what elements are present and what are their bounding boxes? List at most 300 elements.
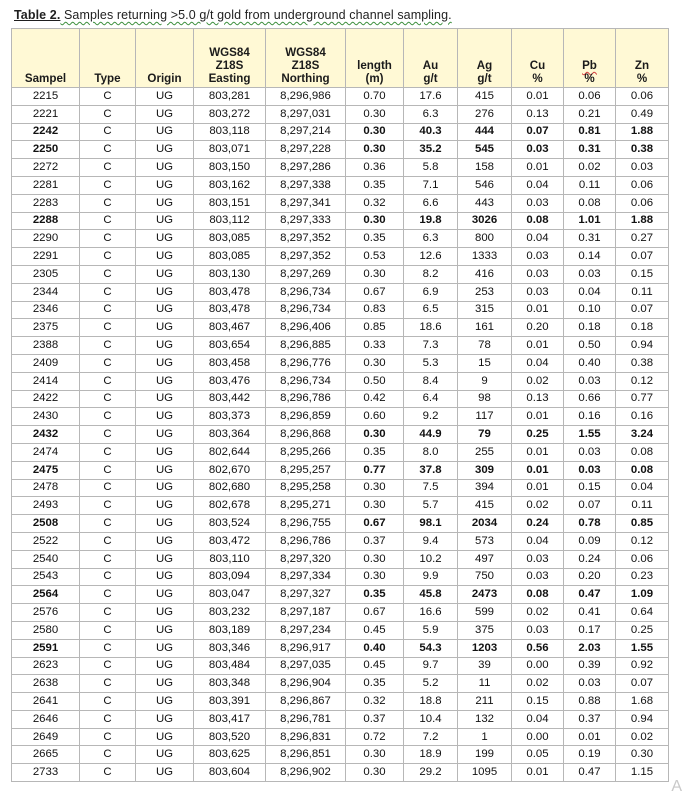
cell-cu: 0.02 bbox=[512, 372, 564, 390]
cell-pb: 0.24 bbox=[564, 550, 616, 568]
cell-cu: 0.07 bbox=[512, 123, 564, 141]
cell-au: 5.8 bbox=[404, 159, 458, 177]
cell-ag: 276 bbox=[458, 105, 512, 123]
cell-easting: 803,391 bbox=[194, 693, 266, 711]
cell-sample: 2430 bbox=[12, 408, 80, 426]
cell-origin: UG bbox=[136, 408, 194, 426]
cell-type: C bbox=[80, 532, 136, 550]
cell-zn: 0.23 bbox=[616, 568, 669, 586]
cell-easting: 803,151 bbox=[194, 194, 266, 212]
cell-zn: 0.02 bbox=[616, 728, 669, 746]
cell-pb: 0.06 bbox=[564, 88, 616, 106]
cell-pb: 2.03 bbox=[564, 639, 616, 657]
cell-zn: 1.88 bbox=[616, 212, 669, 230]
cell-pb: 0.50 bbox=[564, 337, 616, 355]
header-row bbox=[12, 29, 669, 88]
cell-origin: UG bbox=[136, 461, 194, 479]
table-row bbox=[12, 105, 669, 123]
cell-ag: 1203 bbox=[458, 639, 512, 657]
cell-origin: UG bbox=[136, 194, 194, 212]
cell-length: 0.30 bbox=[346, 141, 404, 159]
cell-zn: 1.55 bbox=[616, 639, 669, 657]
cell-sample: 2215 bbox=[12, 88, 80, 106]
cell-sample: 2641 bbox=[12, 693, 80, 711]
cell-length: 0.32 bbox=[346, 693, 404, 711]
cell-cu: 0.04 bbox=[512, 230, 564, 248]
cell-cu: 0.01 bbox=[512, 88, 564, 106]
cell-origin: UG bbox=[136, 497, 194, 515]
cell-northing: 8,296,734 bbox=[266, 301, 346, 319]
cell-sample: 2475 bbox=[12, 461, 80, 479]
cell-pb: 0.18 bbox=[564, 319, 616, 337]
cell-zn: 0.12 bbox=[616, 372, 669, 390]
cell-au: 7.1 bbox=[404, 176, 458, 194]
cell-ag: 394 bbox=[458, 479, 512, 497]
cell-easting: 803,130 bbox=[194, 265, 266, 283]
cell-type: C bbox=[80, 337, 136, 355]
cell-cu: 0.01 bbox=[512, 408, 564, 426]
cell-zn: 0.06 bbox=[616, 176, 669, 194]
cell-sample: 2346 bbox=[12, 301, 80, 319]
cell-northing: 8,296,734 bbox=[266, 372, 346, 390]
cell-ag: 11 bbox=[458, 675, 512, 693]
cell-cu: 0.25 bbox=[512, 426, 564, 444]
cell-easting: 802,678 bbox=[194, 497, 266, 515]
cell-ag: 1333 bbox=[458, 248, 512, 266]
cell-sample: 2283 bbox=[12, 194, 80, 212]
cell-zn: 0.27 bbox=[616, 230, 669, 248]
cell-sample: 2623 bbox=[12, 657, 80, 675]
cell-pb: 0.03 bbox=[564, 372, 616, 390]
cell-length: 0.30 bbox=[346, 426, 404, 444]
cell-easting: 802,644 bbox=[194, 443, 266, 461]
cell-length: 0.35 bbox=[346, 230, 404, 248]
table-row bbox=[12, 693, 669, 711]
table-row bbox=[12, 88, 669, 106]
cell-origin: UG bbox=[136, 764, 194, 782]
cell-origin: UG bbox=[136, 354, 194, 372]
col-header-au: Au g/t bbox=[404, 29, 458, 88]
cell-cu: 0.04 bbox=[512, 354, 564, 372]
cell-easting: 803,071 bbox=[194, 141, 266, 159]
cell-origin: UG bbox=[136, 372, 194, 390]
cell-pb: 0.03 bbox=[564, 443, 616, 461]
cell-ag: 2034 bbox=[458, 515, 512, 533]
cell-length: 0.70 bbox=[346, 88, 404, 106]
cell-zn: 0.11 bbox=[616, 283, 669, 301]
cell-length: 0.36 bbox=[346, 159, 404, 177]
cell-type: C bbox=[80, 354, 136, 372]
cell-zn: 0.16 bbox=[616, 408, 669, 426]
cell-cu: 0.01 bbox=[512, 479, 564, 497]
table-row bbox=[12, 515, 669, 533]
cell-pb: 0.19 bbox=[564, 746, 616, 764]
cell-sample: 2221 bbox=[12, 105, 80, 123]
cell-type: C bbox=[80, 283, 136, 301]
cell-northing: 8,296,917 bbox=[266, 639, 346, 657]
cell-zn: 0.94 bbox=[616, 710, 669, 728]
cell-sample: 2591 bbox=[12, 639, 80, 657]
cell-pb: 1.01 bbox=[564, 212, 616, 230]
cell-pb: 0.31 bbox=[564, 141, 616, 159]
table-row bbox=[12, 141, 669, 159]
cell-easting: 803,478 bbox=[194, 283, 266, 301]
table-row bbox=[12, 265, 669, 283]
cell-cu: 0.20 bbox=[512, 319, 564, 337]
cell-origin: UG bbox=[136, 479, 194, 497]
cell-sample: 2290 bbox=[12, 230, 80, 248]
cell-au: 17.6 bbox=[404, 88, 458, 106]
table-row bbox=[12, 710, 669, 728]
cell-origin: UG bbox=[136, 176, 194, 194]
cell-pb: 0.81 bbox=[564, 123, 616, 141]
cell-easting: 803,373 bbox=[194, 408, 266, 426]
cell-type: C bbox=[80, 621, 136, 639]
cell-zn: 0.15 bbox=[616, 265, 669, 283]
col-header-easting: WGS84 Z18S Easting bbox=[194, 29, 266, 88]
cell-northing: 8,296,755 bbox=[266, 515, 346, 533]
cell-ag: 315 bbox=[458, 301, 512, 319]
cell-easting: 803,272 bbox=[194, 105, 266, 123]
cell-easting: 803,520 bbox=[194, 728, 266, 746]
cell-sample: 2576 bbox=[12, 604, 80, 622]
cell-au: 45.8 bbox=[404, 586, 458, 604]
cell-easting: 803,047 bbox=[194, 586, 266, 604]
cell-cu: 0.03 bbox=[512, 248, 564, 266]
cell-ag: 158 bbox=[458, 159, 512, 177]
cell-sample: 2272 bbox=[12, 159, 80, 177]
cell-zn: 0.07 bbox=[616, 675, 669, 693]
cell-type: C bbox=[80, 319, 136, 337]
cell-length: 0.72 bbox=[346, 728, 404, 746]
cell-origin: UG bbox=[136, 657, 194, 675]
cell-type: C bbox=[80, 675, 136, 693]
cell-length: 0.60 bbox=[346, 408, 404, 426]
cell-sample: 2478 bbox=[12, 479, 80, 497]
table-row bbox=[12, 194, 669, 212]
cell-ag: 309 bbox=[458, 461, 512, 479]
table-row bbox=[12, 497, 669, 515]
cell-zn: 3.24 bbox=[616, 426, 669, 444]
cell-cu: 0.01 bbox=[512, 159, 564, 177]
cell-length: 0.40 bbox=[346, 639, 404, 657]
cell-ag: 98 bbox=[458, 390, 512, 408]
cell-northing: 8,297,327 bbox=[266, 586, 346, 604]
cell-origin: UG bbox=[136, 123, 194, 141]
cell-cu: 0.13 bbox=[512, 390, 564, 408]
cell-length: 0.83 bbox=[346, 301, 404, 319]
cell-sample: 2281 bbox=[12, 176, 80, 194]
cell-northing: 8,297,352 bbox=[266, 248, 346, 266]
cell-type: C bbox=[80, 497, 136, 515]
cell-length: 0.42 bbox=[346, 390, 404, 408]
cell-origin: UG bbox=[136, 265, 194, 283]
cell-ag: 546 bbox=[458, 176, 512, 194]
cell-zn: 0.11 bbox=[616, 497, 669, 515]
cell-sample: 2646 bbox=[12, 710, 80, 728]
table-row bbox=[12, 354, 669, 372]
cell-ag: 599 bbox=[458, 604, 512, 622]
cell-zn: 0.07 bbox=[616, 248, 669, 266]
cell-au: 6.4 bbox=[404, 390, 458, 408]
cell-cu: 0.03 bbox=[512, 568, 564, 586]
table-row bbox=[12, 550, 669, 568]
cell-cu: 0.01 bbox=[512, 443, 564, 461]
cell-length: 0.30 bbox=[346, 568, 404, 586]
cell-origin: UG bbox=[136, 515, 194, 533]
cell-au: 7.3 bbox=[404, 337, 458, 355]
cell-easting: 802,680 bbox=[194, 479, 266, 497]
caption-text: Samples returning >5.0 g/t gold from underground channel sampling. bbox=[60, 8, 452, 22]
cell-au: 6.3 bbox=[404, 230, 458, 248]
cell-easting: 803,232 bbox=[194, 604, 266, 622]
cell-zn: 0.06 bbox=[616, 194, 669, 212]
cell-type: C bbox=[80, 568, 136, 586]
cell-type: C bbox=[80, 194, 136, 212]
cell-zn: 0.77 bbox=[616, 390, 669, 408]
cell-origin: UG bbox=[136, 639, 194, 657]
cell-ag: 132 bbox=[458, 710, 512, 728]
cell-pb: 0.21 bbox=[564, 105, 616, 123]
cell-pb: 0.03 bbox=[564, 461, 616, 479]
cell-northing: 8,296,786 bbox=[266, 390, 346, 408]
cell-length: 0.32 bbox=[346, 194, 404, 212]
cell-origin: UG bbox=[136, 675, 194, 693]
table-row bbox=[12, 443, 669, 461]
cell-cu: 0.02 bbox=[512, 497, 564, 515]
cell-zn: 0.03 bbox=[616, 159, 669, 177]
cell-pb: 0.39 bbox=[564, 657, 616, 675]
cell-cu: 0.00 bbox=[512, 728, 564, 746]
cell-length: 0.30 bbox=[346, 265, 404, 283]
cell-origin: UG bbox=[136, 230, 194, 248]
cell-cu: 0.03 bbox=[512, 194, 564, 212]
cell-length: 0.45 bbox=[346, 621, 404, 639]
cell-northing: 8,296,831 bbox=[266, 728, 346, 746]
cell-length: 0.37 bbox=[346, 710, 404, 728]
table-row bbox=[12, 532, 669, 550]
cell-zn: 0.06 bbox=[616, 550, 669, 568]
cell-ag: 497 bbox=[458, 550, 512, 568]
cell-type: C bbox=[80, 426, 136, 444]
cell-type: C bbox=[80, 301, 136, 319]
table-body bbox=[12, 88, 669, 782]
cell-ag: 443 bbox=[458, 194, 512, 212]
cell-au: 98.1 bbox=[404, 515, 458, 533]
table-row bbox=[12, 408, 669, 426]
cell-type: C bbox=[80, 693, 136, 711]
cell-type: C bbox=[80, 550, 136, 568]
samples-table bbox=[11, 28, 669, 782]
cell-au: 44.9 bbox=[404, 426, 458, 444]
cell-pb: 0.07 bbox=[564, 497, 616, 515]
cell-au: 9.7 bbox=[404, 657, 458, 675]
cell-northing: 8,297,035 bbox=[266, 657, 346, 675]
cell-length: 0.85 bbox=[346, 319, 404, 337]
cell-origin: UG bbox=[136, 693, 194, 711]
cell-easting: 803,112 bbox=[194, 212, 266, 230]
cell-pb: 0.20 bbox=[564, 568, 616, 586]
cell-length: 0.67 bbox=[346, 604, 404, 622]
cell-au: 8.0 bbox=[404, 443, 458, 461]
cell-cu: 0.01 bbox=[512, 764, 564, 782]
cell-zn: 0.25 bbox=[616, 621, 669, 639]
cell-zn: 0.49 bbox=[616, 105, 669, 123]
cell-sample: 2409 bbox=[12, 354, 80, 372]
cell-au: 8.2 bbox=[404, 265, 458, 283]
col-header-sample: Sampel bbox=[12, 29, 80, 88]
cell-northing: 8,296,851 bbox=[266, 746, 346, 764]
cell-cu: 0.03 bbox=[512, 621, 564, 639]
table-row bbox=[12, 426, 669, 444]
cell-northing: 8,297,320 bbox=[266, 550, 346, 568]
cell-ag: 416 bbox=[458, 265, 512, 283]
cell-zn: 0.08 bbox=[616, 443, 669, 461]
cell-easting: 803,085 bbox=[194, 248, 266, 266]
cell-ag: 79 bbox=[458, 426, 512, 444]
cell-ag: 78 bbox=[458, 337, 512, 355]
cell-easting: 803,484 bbox=[194, 657, 266, 675]
cell-au: 54.3 bbox=[404, 639, 458, 657]
cell-northing: 8,297,031 bbox=[266, 105, 346, 123]
cell-au: 5.2 bbox=[404, 675, 458, 693]
cell-origin: UG bbox=[136, 105, 194, 123]
cell-au: 7.5 bbox=[404, 479, 458, 497]
cell-length: 0.67 bbox=[346, 283, 404, 301]
table-caption bbox=[14, 8, 452, 22]
cell-type: C bbox=[80, 710, 136, 728]
cell-cu: 0.15 bbox=[512, 693, 564, 711]
cell-au: 12.6 bbox=[404, 248, 458, 266]
cell-northing: 8,297,214 bbox=[266, 123, 346, 141]
cell-pb: 0.17 bbox=[564, 621, 616, 639]
col-header-ag: Ag g/t bbox=[458, 29, 512, 88]
cell-origin: UG bbox=[136, 746, 194, 764]
cell-northing: 8,296,406 bbox=[266, 319, 346, 337]
cell-northing: 8,297,352 bbox=[266, 230, 346, 248]
cell-pb: 0.08 bbox=[564, 194, 616, 212]
cell-au: 35.2 bbox=[404, 141, 458, 159]
cell-origin: UG bbox=[136, 621, 194, 639]
cell-au: 5.3 bbox=[404, 354, 458, 372]
cell-origin: UG bbox=[136, 426, 194, 444]
cell-type: C bbox=[80, 657, 136, 675]
caption-label: Table 2. bbox=[14, 8, 61, 22]
cell-length: 0.45 bbox=[346, 657, 404, 675]
cell-sample: 2242 bbox=[12, 123, 80, 141]
cell-northing: 8,297,234 bbox=[266, 621, 346, 639]
cell-northing: 8,296,776 bbox=[266, 354, 346, 372]
col-header-zn: Zn % bbox=[616, 29, 669, 88]
cell-au: 5.7 bbox=[404, 497, 458, 515]
cell-pb: 0.78 bbox=[564, 515, 616, 533]
cell-pb: 0.31 bbox=[564, 230, 616, 248]
cell-sample: 2288 bbox=[12, 212, 80, 230]
cell-type: C bbox=[80, 372, 136, 390]
cell-origin: UG bbox=[136, 159, 194, 177]
cell-northing: 8,296,902 bbox=[266, 764, 346, 782]
cell-pb: 0.16 bbox=[564, 408, 616, 426]
cell-sample: 2474 bbox=[12, 443, 80, 461]
cell-au: 18.9 bbox=[404, 746, 458, 764]
cell-type: C bbox=[80, 639, 136, 657]
cell-easting: 803,348 bbox=[194, 675, 266, 693]
cell-ag: 1 bbox=[458, 728, 512, 746]
cell-type: C bbox=[80, 479, 136, 497]
cell-easting: 803,189 bbox=[194, 621, 266, 639]
table-row bbox=[12, 621, 669, 639]
cell-length: 0.30 bbox=[346, 746, 404, 764]
cell-type: C bbox=[80, 230, 136, 248]
cell-zn: 0.06 bbox=[616, 88, 669, 106]
cell-origin: UG bbox=[136, 88, 194, 106]
cell-pb: 0.47 bbox=[564, 586, 616, 604]
cell-origin: UG bbox=[136, 319, 194, 337]
cell-au: 6.6 bbox=[404, 194, 458, 212]
cell-easting: 803,118 bbox=[194, 123, 266, 141]
cell-type: C bbox=[80, 105, 136, 123]
cell-type: C bbox=[80, 461, 136, 479]
cell-pb: 0.66 bbox=[564, 390, 616, 408]
cell-origin: UG bbox=[136, 604, 194, 622]
cell-ag: 415 bbox=[458, 88, 512, 106]
cell-zn: 0.94 bbox=[616, 337, 669, 355]
cell-easting: 803,458 bbox=[194, 354, 266, 372]
cell-pb: 0.02 bbox=[564, 159, 616, 177]
cell-au: 6.3 bbox=[404, 105, 458, 123]
table-row bbox=[12, 568, 669, 586]
cell-length: 0.50 bbox=[346, 372, 404, 390]
cell-origin: UG bbox=[136, 586, 194, 604]
cell-easting: 803,085 bbox=[194, 230, 266, 248]
cell-ag: 415 bbox=[458, 497, 512, 515]
cell-au: 9.9 bbox=[404, 568, 458, 586]
cell-ag: 2473 bbox=[458, 586, 512, 604]
cell-zn: 0.18 bbox=[616, 319, 669, 337]
cell-sample: 2649 bbox=[12, 728, 80, 746]
cell-au: 16.6 bbox=[404, 604, 458, 622]
corner-mark: A bbox=[671, 778, 682, 795]
cell-type: C bbox=[80, 746, 136, 764]
cell-northing: 8,297,334 bbox=[266, 568, 346, 586]
cell-type: C bbox=[80, 159, 136, 177]
cell-northing: 8,296,859 bbox=[266, 408, 346, 426]
cell-origin: UG bbox=[136, 301, 194, 319]
cell-cu: 0.05 bbox=[512, 746, 564, 764]
cell-northing: 8,297,286 bbox=[266, 159, 346, 177]
cell-pb: 0.10 bbox=[564, 301, 616, 319]
cell-type: C bbox=[80, 212, 136, 230]
cell-northing: 8,296,781 bbox=[266, 710, 346, 728]
cell-ag: 375 bbox=[458, 621, 512, 639]
cell-type: C bbox=[80, 123, 136, 141]
cell-northing: 8,295,271 bbox=[266, 497, 346, 515]
cell-pb: 0.40 bbox=[564, 354, 616, 372]
cell-ag: 255 bbox=[458, 443, 512, 461]
cell-origin: UG bbox=[136, 390, 194, 408]
table-row bbox=[12, 675, 669, 693]
cell-length: 0.30 bbox=[346, 212, 404, 230]
cell-northing: 8,296,885 bbox=[266, 337, 346, 355]
cell-northing: 8,295,266 bbox=[266, 443, 346, 461]
cell-easting: 803,472 bbox=[194, 532, 266, 550]
table-row bbox=[12, 372, 669, 390]
cell-sample: 2305 bbox=[12, 265, 80, 283]
cell-sample: 2250 bbox=[12, 141, 80, 159]
col-header-northing: WGS84 Z18S Northing bbox=[266, 29, 346, 88]
cell-au: 40.3 bbox=[404, 123, 458, 141]
cell-northing: 8,297,269 bbox=[266, 265, 346, 283]
